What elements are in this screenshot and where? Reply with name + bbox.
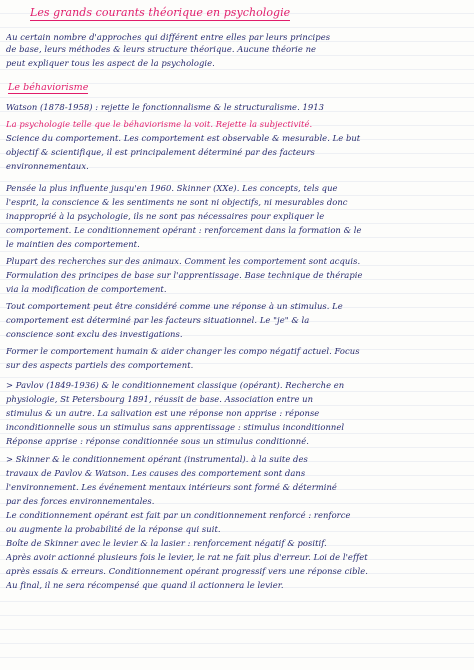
text-line: environnementaux. bbox=[6, 161, 89, 171]
text-line: l'esprit, la conscience & les sentiments ne sont ni objectifs, ni mesurables donc bbox=[6, 197, 348, 207]
text-line: de base, leurs méthodes & leurs structure théorique. Aucune théorie ne bbox=[6, 44, 317, 54]
text-line: Tout comportement peut être considéré comme une réponse à un stimulus. Le bbox=[6, 301, 343, 311]
text-line: conscience sont exclu des investigations. bbox=[6, 329, 183, 339]
text-line: inapproprié à la psychologie, ils ne sont pas nécessaires pour expliquer le bbox=[6, 211, 325, 221]
text-line: comportement. Le conditionnement opérant : renforcement dans la formation & le bbox=[6, 225, 362, 235]
text-line: Plupart des recherches sur des animaux. Comment les comportement sont acquis. bbox=[6, 256, 361, 266]
text-line: le maintien des comportement. bbox=[6, 239, 140, 249]
text-line: inconditionnelle sous un stimulus sans apprentissage : stimulus inconditionnel bbox=[6, 422, 345, 432]
text-line: via la modification de comportement. bbox=[6, 284, 167, 294]
text-line: > Skinner & le conditionnement opérant (instrumental). à la suite des bbox=[6, 454, 308, 464]
text-line: Former le comportement humain & aider changer les compo négatif actuel. Focus bbox=[6, 346, 360, 356]
text-line: Pensée la plus influente jusqu'en 1960. Skinner (XXe). Les concepts, tels que bbox=[6, 183, 338, 193]
text-line: physiologie, St Petersbourg 1891, réussit de base. Association entre un bbox=[6, 394, 314, 404]
text-line: Formulation des principes de base sur l'apprentissage. Base technique de thérapie bbox=[6, 270, 363, 280]
text-line: comportement est déterminé par les facteurs situationnel. Le "je" & la bbox=[6, 315, 310, 325]
section-heading: Le béhaviorisme bbox=[8, 82, 89, 93]
text-line: Au final, il ne sera récompensé que quand il actionnera le levier. bbox=[6, 580, 284, 590]
text-line: peut expliquer tous les aspect de la psychologie. bbox=[6, 58, 215, 68]
text-line: travaux de Pavlov & Watson. Les causes des comportement sont dans bbox=[6, 468, 306, 478]
text-line: l'environnement. Les événement mentaux intérieurs sont formé & déterminé bbox=[6, 482, 337, 492]
text-line: Science du comportement. Les comportement est observable & mesurable. Le but bbox=[6, 133, 361, 143]
text-line: Après avoir actionné plusieurs fois le levier, le rat ne fait plus d'erreur. Loi de l'effet bbox=[6, 552, 368, 562]
text-line: Au certain nombre d'approches qui différent entre elles par leurs principes bbox=[6, 32, 331, 42]
text-line: stimulus & un autre. La salivation est une réponse non apprise : réponse bbox=[6, 408, 320, 418]
text-line: Watson (1878-1958) : rejette le fonctionnalisme & le structuralisme. 1913 bbox=[6, 102, 325, 112]
text-line: La psychologie telle que le béhaviorisme la voit. Rejette la subjectivité. bbox=[6, 119, 313, 129]
text-line: par des forces environnementales. bbox=[6, 496, 155, 506]
text-line: Réponse apprise : réponse conditionnée sous un stimulus conditionné. bbox=[6, 436, 309, 446]
text-line: sur des aspects partiels des comportement. bbox=[6, 360, 194, 370]
page-title: Les grands courants théorique en psychologie bbox=[30, 6, 291, 19]
text-line: Boîte de Skinner avec le levier & la lasier : renforcement négatif & positif. bbox=[6, 538, 327, 548]
text-line: ou augmente la probabilité de la réponse qui suit. bbox=[6, 524, 221, 534]
text-line: objectif & scientifique, il est principalement déterminé par des facteurs bbox=[6, 147, 315, 157]
text-line: Le conditionnement opérant est fait par un conditionnement renforcé : renforce bbox=[6, 510, 351, 520]
text-line: après essais & erreurs. Conditionnement opérant progressif vers une réponse cible. bbox=[6, 566, 368, 576]
text-line: > Pavlov (1849-1936) & le conditionnement classique (opérant). Recherche en bbox=[6, 380, 345, 390]
